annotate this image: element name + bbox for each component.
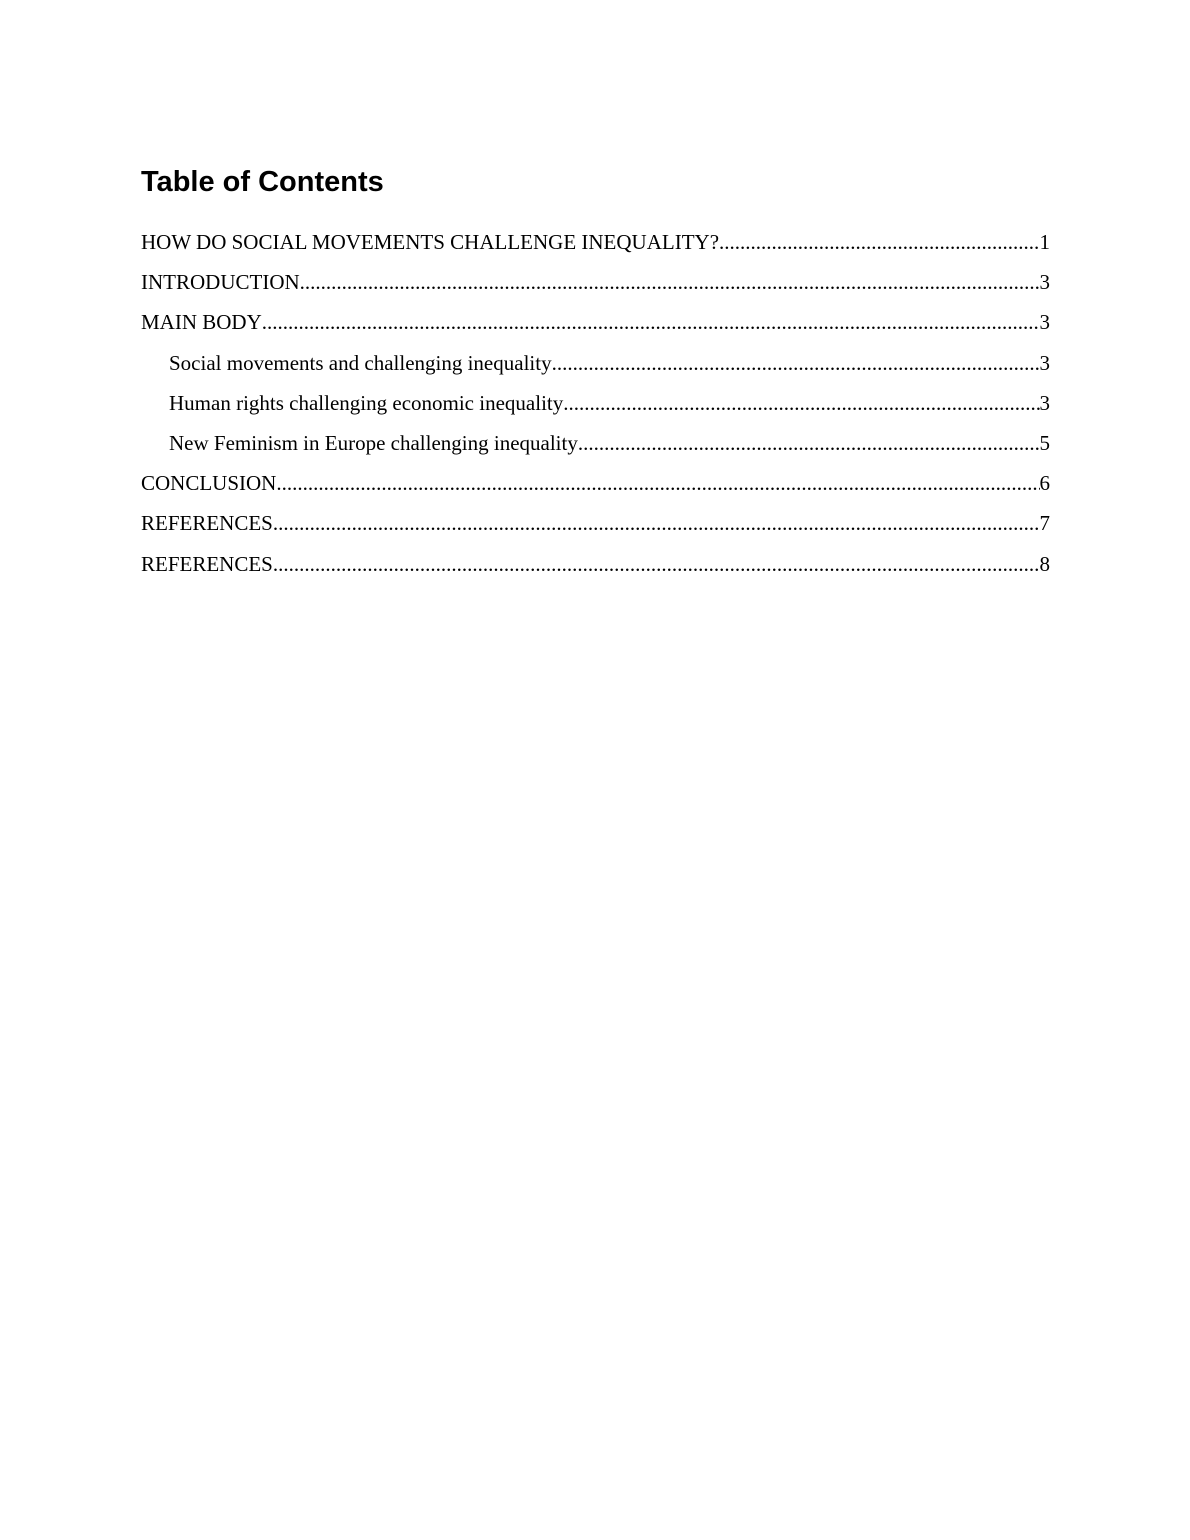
toc-entry-main-body[interactable]	[141, 302, 1050, 342]
toc-entry-label: MAIN BODY	[141, 310, 262, 335]
toc-entry-title-question[interactable]	[141, 222, 1050, 262]
toc-entry-label: INTRODUCTION	[141, 270, 300, 295]
toc-dot-leader	[563, 383, 1039, 423]
toc-entry-label: REFERENCES	[141, 551, 273, 576]
toc-page-number: 8	[1039, 551, 1050, 576]
toc-entry-label: New Feminism in Europe challenging inequality	[169, 430, 578, 455]
toc-entry-label: HOW DO SOCIAL MOVEMENTS CHALLENGE INEQUALITY?	[141, 230, 720, 254]
toc-page-number: 3	[1039, 310, 1050, 335]
toc-dot-leader	[273, 544, 1040, 584]
toc-entry-label: REFERENCES	[141, 511, 273, 536]
toc-entry-introduction[interactable]	[141, 262, 1050, 302]
toc-page-number: 5	[1039, 430, 1050, 455]
toc-page-number: 3	[1039, 270, 1050, 295]
toc-entry-human-rights[interactable]	[141, 383, 1050, 423]
toc-dot-leader	[578, 423, 1040, 463]
toc-dot-leader	[273, 503, 1040, 543]
toc-list	[141, 222, 1050, 584]
toc-entry-label: Human rights challenging economic inequality	[169, 390, 564, 415]
toc-dot-leader	[276, 463, 1039, 503]
toc-page-number: 3	[1039, 350, 1050, 375]
toc-entry-references[interactable]	[141, 503, 1050, 543]
toc-page-number: 7	[1039, 511, 1050, 536]
toc-page-number: 1	[1039, 230, 1050, 254]
toc-entry-new-feminism[interactable]	[141, 423, 1050, 463]
toc-entry-social-movements[interactable]	[141, 343, 1050, 383]
toc-page-number: 6	[1039, 471, 1050, 496]
toc-dot-leader	[719, 222, 1039, 262]
toc-dot-leader	[300, 262, 1040, 302]
toc-entry-label: Social movements and challenging inequality	[169, 350, 552, 375]
toc-dot-leader	[552, 343, 1040, 383]
toc-entry-references-2[interactable]	[141, 544, 1050, 584]
toc-title: Table of Contents	[141, 166, 384, 198]
toc-entry-conclusion[interactable]	[141, 463, 1050, 503]
toc-dot-leader	[262, 302, 1040, 342]
toc-entry-label: CONCLUSION	[141, 471, 277, 496]
toc-page-number: 3	[1039, 390, 1050, 415]
